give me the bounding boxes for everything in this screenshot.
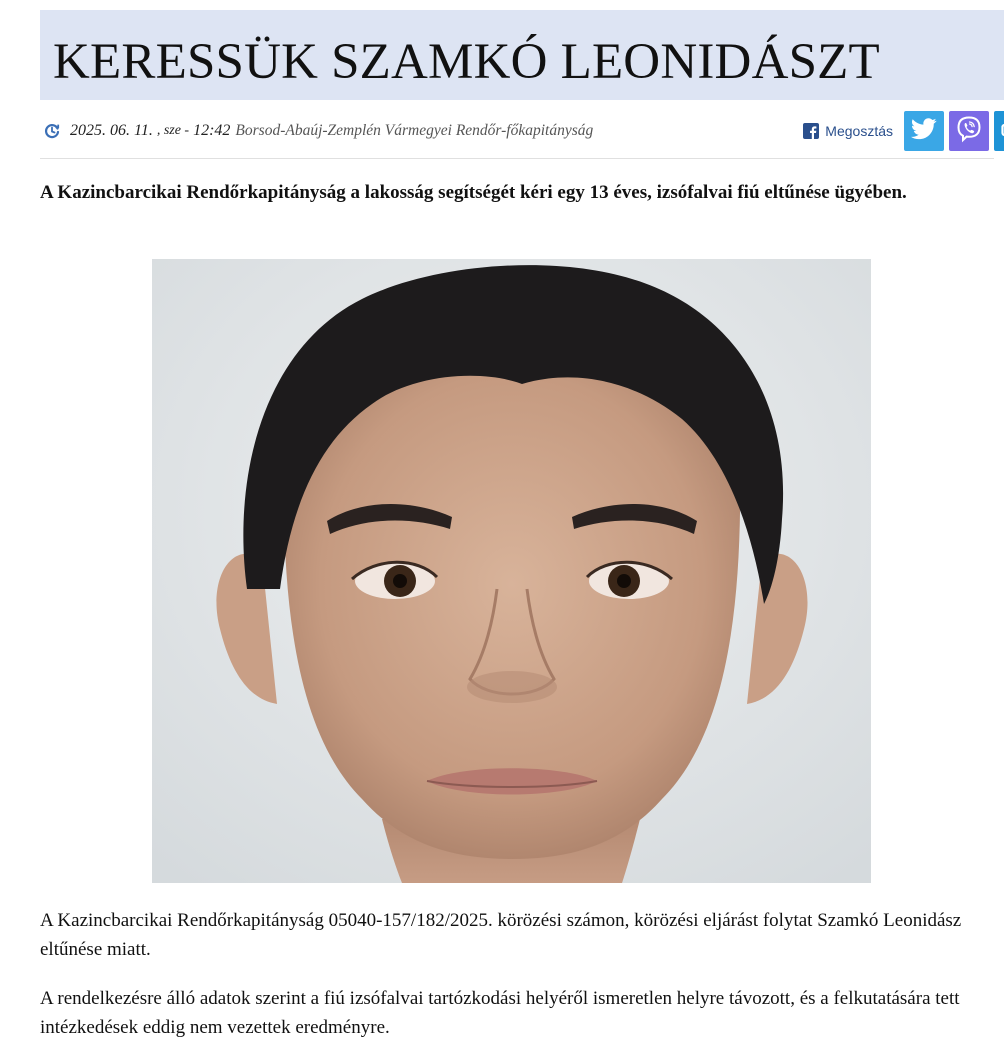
facebook-icon bbox=[803, 123, 819, 139]
article-meta bbox=[40, 108, 994, 154]
facebook-share-link[interactable] bbox=[803, 123, 893, 139]
print-button[interactable] bbox=[994, 111, 1004, 151]
portrait-photo bbox=[152, 259, 871, 883]
meta-divider bbox=[40, 158, 994, 159]
viber-share-button[interactable] bbox=[949, 111, 989, 151]
meta-info bbox=[44, 120, 593, 142]
clock-icon bbox=[44, 123, 60, 139]
page-title: KERESSÜK SZAMKÓ LEONIDÁSZT bbox=[53, 34, 880, 90]
publish-time: 12:42 bbox=[193, 122, 231, 139]
share-toolbar bbox=[803, 108, 1004, 154]
twitter-icon bbox=[911, 118, 937, 145]
missing-person-photo bbox=[152, 259, 871, 883]
article-paragraph: A rendelkezésre álló adatok szerint a fiú izsófalvai tartózkodási helyéről ismeretlen helyre távozott, és a felkutatására tett intézkedések eddig nem vezettek eredményre. bbox=[40, 988, 960, 1038]
article-lead: A Kazincbarcikai Rendőrkapitányság a lakosság segítségét kéri egy 13 éves, izsófalvai fiú eltűnése ügyében. bbox=[40, 182, 907, 203]
title-bar bbox=[40, 10, 1004, 100]
publish-date: 2025. 06. 11. bbox=[70, 122, 153, 139]
viber-icon bbox=[954, 114, 984, 149]
twitter-share-button[interactable] bbox=[904, 111, 944, 151]
publish-day: , sze - bbox=[156, 123, 190, 138]
article-paragraph: A Kazincbarcikai Rendőrkapitányság 05040-157/182/2025. körözési számon, körözési eljárást folytat Szamkó Leonidász eltűnése miatt. bbox=[40, 910, 962, 960]
publisher-organization: Borsod-Abaúj-Zemplén Vármegyei Rendőr-főkapitányság bbox=[235, 122, 594, 139]
share-label: Megosztás bbox=[825, 123, 893, 139]
